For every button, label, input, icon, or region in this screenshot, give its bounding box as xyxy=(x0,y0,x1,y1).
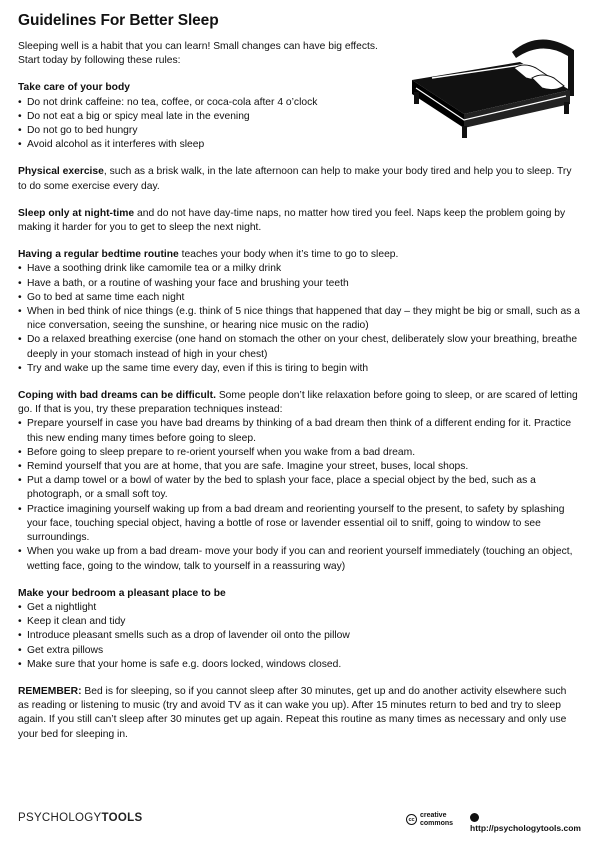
section-dreams xyxy=(18,389,580,574)
list-item: • Introduce pleasant smells such as a drop of lavender oil onto the pillow xyxy=(18,629,580,643)
section-bedroom xyxy=(18,587,580,672)
section-night xyxy=(18,207,580,235)
paragraph xyxy=(18,248,580,262)
intro xyxy=(18,40,398,68)
bold-lead: Physical exercise xyxy=(18,166,104,178)
website-url: http://psychologytools.com xyxy=(470,823,581,833)
paragraph-text: , such as a brisk walk, in the late afternoon can help to make your body tired and help you to sleep. Try to do some exercise every day. xyxy=(18,166,572,192)
list-item: • Make sure that your home is safe e.g. doors locked, windows closed. xyxy=(18,658,580,672)
paragraph-text: Some people don’t like relaxation before going to sleep, or are scared of letting go. If that is you, try these preparation techniques instead: xyxy=(18,390,578,416)
section-heading: Make your bedroom a pleasant place to be xyxy=(18,587,226,599)
website-link[interactable] xyxy=(470,813,581,833)
paragraph xyxy=(18,165,580,193)
paragraph xyxy=(18,389,580,417)
list-item: • Put a damp towel or a bowl of water by the bed to splash your face, place a special object by the bed, such as a photograph, or a small soft toy. xyxy=(18,474,580,502)
list-item: • Do not drink caffeine: no tea, coffee, or coca-cola after 4 o’clock xyxy=(18,96,580,110)
bold-lead: Sleep only at night-time xyxy=(18,207,135,219)
logo-word-tools: TOOLS xyxy=(101,812,143,824)
intro-line-1: Sleeping well is a habit that you can learn! Small changes can have big effects. xyxy=(18,41,378,52)
list-item: • When you wake up from a bad dream- move your body if you can and reorient yourself immediately (touching an object, wetting face, going to the window, talk to yourself in a reassuring way) xyxy=(18,545,580,573)
list-item: • Before going to sleep prepare to re-orient yourself when you wake from a bad dream. xyxy=(18,446,580,460)
list-item: • Keep it clean and tidy xyxy=(18,615,580,629)
dreams-list xyxy=(18,417,580,573)
creative-commons-icon: cc xyxy=(406,814,417,825)
psychology-tools-logo xyxy=(18,812,142,824)
logo-word-psychology: PSYCHOLOGY xyxy=(18,812,102,824)
creative-commons-text xyxy=(420,812,453,827)
bold-lead: Coping with bad dreams can be difficult. xyxy=(18,390,216,402)
list-item: • Get extra pillows xyxy=(18,644,580,658)
intro-line-2: Start today by following these rules: xyxy=(18,55,181,67)
list-item: • Try and wake up the same time every day, even if this is tiring to begin with xyxy=(18,362,580,376)
section-heading: Take care of your body xyxy=(18,82,130,94)
list-item: • Have a bath, or a routine of washing your face and brushing your teeth xyxy=(18,277,580,291)
list-item: • Practice imagining yourself waking up from a bad dream and reorienting yourself to the present, to safety by splashing your face, touching special object, having a bottle of rose or lavender essential oil to sniff, going to window to see surroundings. xyxy=(18,503,580,546)
routine-list xyxy=(18,262,580,376)
bold-lead: Having a regular bedtime routine xyxy=(18,249,179,261)
bedroom-list xyxy=(18,601,580,672)
list-item: • Do not go to bed hungry xyxy=(18,124,580,138)
paragraph xyxy=(18,685,580,742)
list-item: • Go to bed at same time each night xyxy=(18,291,580,305)
section-exercise xyxy=(18,165,580,193)
paragraph-text: teaches your body when it’s time to go to sleep. xyxy=(178,249,399,261)
globe-icon xyxy=(470,813,479,822)
list-item: • Do not eat a big or spicy meal late in the evening xyxy=(18,110,580,124)
list-item: • When in bed think of nice things (e.g. think of 5 nice things that happened that day – they might be big or small, such as a nice conversation, seeing the sunshine, or hearing nice music on the radio) xyxy=(18,305,580,333)
list-item: • Do a relaxed breathing exercise (one hand on stomach the other on your chest, deliberately slow your breathing, breathe deeply in your stomach instead of high in your chest) xyxy=(18,333,580,361)
paragraph-text: Bed is for sleeping, so if you cannot sleep after 30 minutes, get up and do another activity elsewhere such as reading or listening to music (try and avoid TV as it can wake you up). After 15 minutes return to bed and try to sleep again. If you still can’t sleep after 30 minutes get up again. Repeat this routine as many times as necessary and only use your bed for sleeping in. xyxy=(18,685,567,740)
paragraph xyxy=(18,207,580,235)
list-item: • Have a soothing drink like camomile tea or a milky drink xyxy=(18,262,580,276)
list-item: • Get a nightlight xyxy=(18,601,580,615)
bed-icon xyxy=(402,32,580,150)
creative-commons-badge xyxy=(406,812,466,828)
section-routine xyxy=(18,248,580,376)
list-item: • Prepare yourself in case you have bad dreams by thinking of a bad dream then think of a different ending for it. Practice this new ending many times before going to sleep. xyxy=(18,417,580,445)
list-item: • Avoid alcohol as it interferes with sleep xyxy=(18,138,580,152)
cc-line-1: creative xyxy=(420,812,447,819)
cc-line-2: commons xyxy=(420,819,454,827)
list-item: • Remind yourself that you are at home, that you are safe. Imagine your street, buses, local shops. xyxy=(18,460,580,474)
bold-lead: REMEMBER: xyxy=(18,685,82,697)
footer xyxy=(18,812,581,833)
section-remember xyxy=(18,685,580,742)
page-title: Guidelines For Better Sleep xyxy=(18,12,219,29)
paragraph-text: and do not have day-time naps, no matter how tired you feel. Naps keep the problem going by making it harder for you to get to sleep the next night. xyxy=(18,207,566,234)
